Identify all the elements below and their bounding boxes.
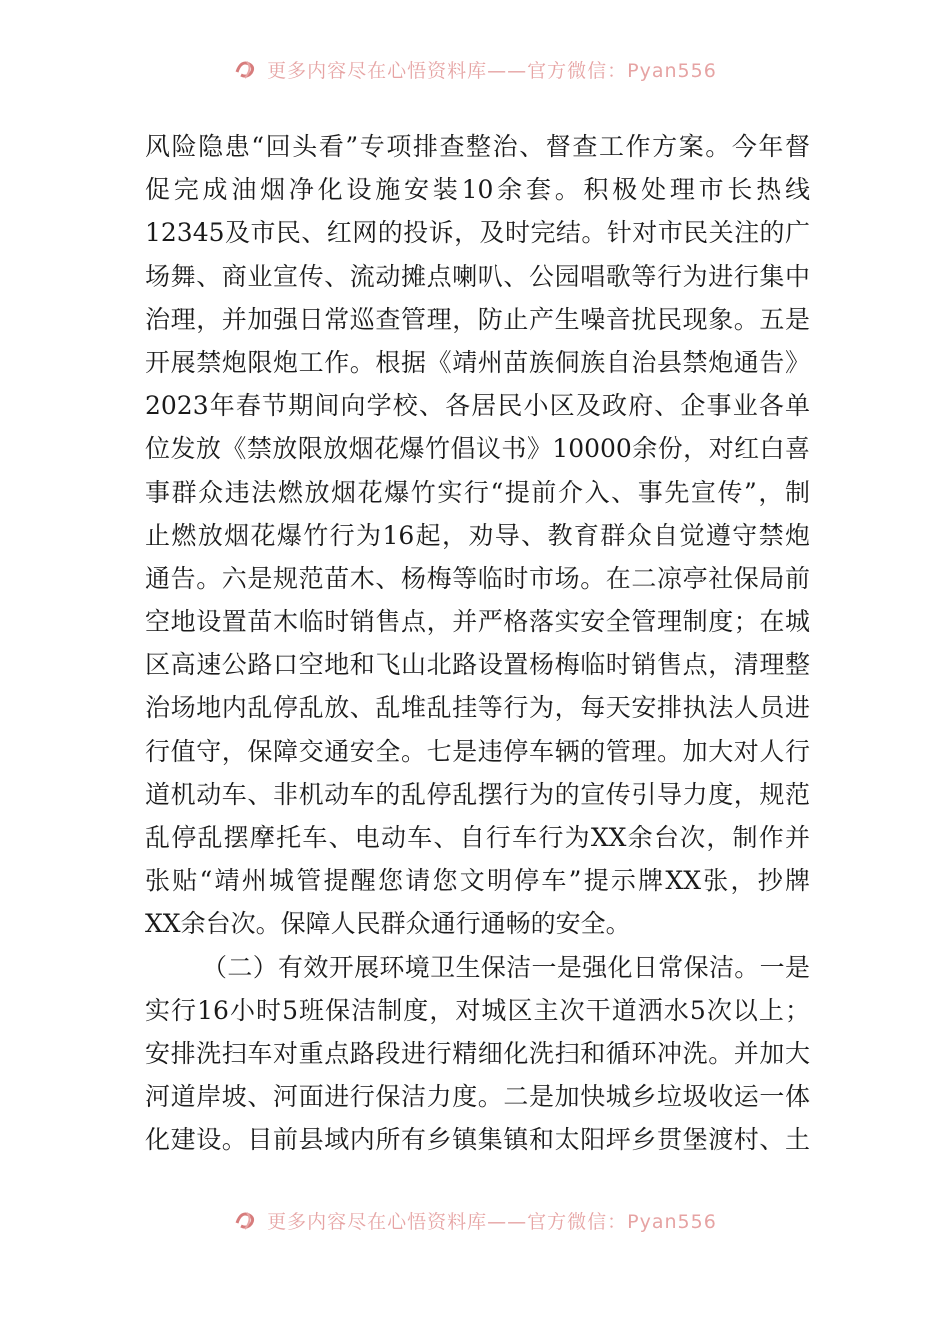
watermark-footer — [0, 1205, 950, 1235]
text-line: 空地设置苗木临时销售点，并严格落实安全管理制度；在城 — [145, 607, 810, 637]
text-line: 事群众违法燃放烟花爆竹实行“提前介入、事先宣传”，制 — [145, 477, 810, 507]
text-line: 安排洗扫车对重点路段进行精细化洗扫和循环冲洗。并加大 — [145, 1038, 810, 1068]
text-line: 河道岸坡、河面进行保洁力度。二是加快城乡垃圾收运一体 — [145, 1082, 810, 1112]
watermark-logo-icon — [233, 58, 261, 80]
text-line: 治场地内乱停乱放、乱堆乱挂等行为，每天安排执法人员进 — [145, 693, 810, 723]
text-line: XX余台次。保障人民群众通行通畅的安全。 — [145, 909, 631, 939]
watermark-logo-icon — [233, 1209, 261, 1231]
document-body — [145, 125, 810, 1162]
watermark-text: 更多内容尽在心悟资料库——官方微信：Pyan556 — [267, 1210, 717, 1233]
text-line: 张贴“靖州城管提醒您请您文明停车”提示牌XX张，抄牌 — [145, 866, 810, 896]
text-line: 区高速公路口空地和飞山北路设置杨梅临时销售点，清理整 — [145, 650, 810, 680]
text-line: 2023年春节期间向学校、各居民小区及政府、企事业各单 — [145, 391, 810, 421]
text-line: 风险隐患“回头看”专项排查整治、督查工作方案。今年督 — [145, 132, 810, 161]
text-line: 乱停乱摆摩托车、电动车、自行车行为XX余台次，制作并 — [145, 823, 810, 852]
text-line: 行值守，保障交通安全。七是违停车辆的管理。加大对人行 — [145, 736, 810, 766]
text-line: 道机动车、非机动车的乱停乱摆行为的宣传引导力度，规范 — [145, 779, 810, 809]
text-line: 促完成油烟净化设施安装10余套。积极处理市长热线 — [145, 175, 810, 205]
text-line: 位发放《禁放限放烟花爆竹倡议书》10000余份，对红白喜 — [145, 434, 810, 464]
text-line: 场舞、商业宣传、流动摊点喇叭、公园唱歌等行为进行集中 — [145, 261, 810, 291]
text-line: 通告。六是规范苗木、杨梅等临时市场。在二凉亭社保局前 — [145, 563, 810, 593]
text-line: 化建设。目前县域内所有乡镇集镇和太阳坪乡贯堡渡村、土 — [145, 1125, 810, 1155]
watermark-text: 更多内容尽在心悟资料库——官方微信：Pyan556 — [267, 59, 717, 82]
text-line: 开展禁炮限炮工作。根据《靖州苗族侗族自治县禁炮通告》 — [145, 347, 810, 377]
text-line: 12345及市民、红网的投诉，及时完结。针对市民关注的广 — [145, 218, 810, 248]
text-line: 实行16小时5班保洁制度，对城区主次干道洒水5次以上； — [145, 995, 810, 1025]
section-heading-line: （二）有效开展环境卫生保洁一是强化日常保洁。一是 — [202, 952, 810, 982]
text-line: 止燃放烟花爆竹行为16起，劝导、教育群众自觉遵守禁炮 — [145, 520, 810, 550]
watermark-header — [0, 54, 950, 84]
text-line: 治理，并加强日常巡查管理，防止产生噪音扰民现象。五是 — [145, 304, 810, 334]
